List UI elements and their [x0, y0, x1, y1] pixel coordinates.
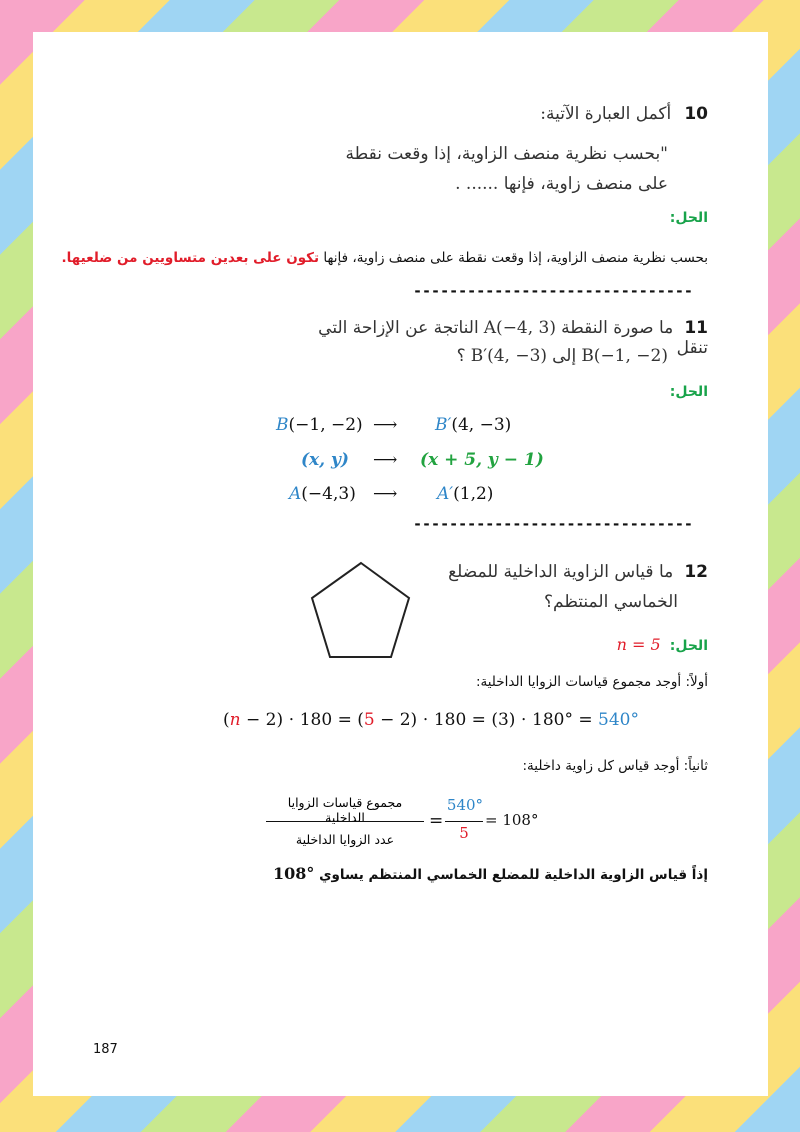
question-12-text: ما قياس الزاوية الداخلية للمضلع: [448, 562, 674, 582]
eq-result: 540°: [598, 710, 639, 730]
answer-10: [48, 250, 708, 266]
arrow: ⟶: [373, 415, 398, 435]
answer-10-highlight: تكون على بعدين متساويين من ضلعيها.: [61, 250, 320, 266]
answer-label: الحل:: [669, 638, 708, 654]
fraction-5: 5: [459, 824, 469, 842]
point-b-prime: B′(4, −3): [470, 346, 548, 366]
point-a: A(−4, 3): [483, 318, 557, 338]
letter: B: [276, 415, 289, 435]
conclusion-value: 108°: [273, 864, 315, 883]
word-to: إلى: [552, 346, 577, 366]
conclusion: [108, 864, 708, 883]
n-value: n = 5: [616, 635, 661, 654]
question-number: 12: [684, 562, 708, 582]
answer-label: الحل:: [669, 384, 708, 400]
question-10: [308, 104, 708, 124]
eq-part: (: [223, 710, 230, 730]
letter: B′: [435, 415, 452, 435]
result-108: = 108°: [485, 811, 539, 829]
mapping-rule-right: (x + 5, y − 1): [420, 450, 544, 470]
answer-label: الحل:: [669, 210, 708, 226]
quote-line-2: على منصف زاوية، فإنها ...... .: [455, 174, 668, 194]
answer-10-text: بحسب نظرية منصف الزاوية، إذا وقعت نقطة على منصف زاوية، فإنها: [319, 250, 708, 266]
arrow: ⟶: [373, 450, 398, 470]
coords: (−4,3): [301, 484, 356, 504]
letter: A: [289, 484, 302, 504]
equals-sign: =: [429, 811, 444, 831]
answer-12-header: [617, 635, 708, 654]
equation-sum-of-angles: [223, 710, 639, 730]
coords: (1,2): [453, 484, 494, 504]
fraction-bar: [266, 821, 424, 822]
question-11-text: ما صورة النقطة: [561, 318, 674, 338]
conclusion-text: إذاً قياس الزاوية الداخلية للمضلع الخماسي المنتظم يساوي: [319, 867, 708, 883]
question-prompt: أكمل العبارة الآتية:: [540, 104, 672, 124]
question-12-line-1: [408, 562, 708, 582]
question-11-line-2: [338, 346, 668, 366]
fraction-bar-2: [445, 821, 483, 822]
letter: A′: [437, 484, 454, 504]
regular-pentagon: [312, 563, 409, 657]
eq-part: − 2) ⋅ 180 = (: [240, 710, 364, 730]
mapping-row-1-left: [276, 415, 363, 435]
separator-2: -------------------------------: [413, 515, 693, 533]
question-mark: ؟: [456, 346, 466, 366]
mapping-rule-left: (x, y): [301, 450, 349, 470]
mapping-row-3-right: [437, 484, 493, 504]
fraction-numerator-text: مجموع قياسات الزوايا الداخلية: [287, 795, 403, 825]
step-2: ثانياً: أوجد قياس كل زاوية داخلية:: [522, 758, 708, 774]
mapping-row-1-right: [435, 415, 511, 435]
step-1: أولاً: أوجد مجموع قياسات الزوايا الداخلية:: [475, 674, 708, 690]
quote-line-1: "بحسب نظرية منصف الزاوية، إذا وقعت نقطة: [345, 144, 668, 164]
question-number: 11: [684, 318, 708, 338]
eq-part: − 2) ⋅ 180 = (3) ⋅ 180° =: [374, 710, 599, 730]
worksheet-page: [33, 32, 768, 1096]
pentagon-figure: [308, 559, 418, 665]
separator-1: -------------------------------: [413, 282, 693, 300]
point-b: B(−1, −2): [581, 346, 668, 366]
fraction-540: 540°: [446, 796, 484, 814]
eq-five: 5: [363, 710, 375, 730]
fraction-denominator-text: عدد الزوايا الداخلية: [295, 832, 395, 847]
question-11-rest: الناتجة عن الإزاحة التي تنقل: [318, 318, 708, 358]
mapping-row-3-left: [289, 484, 356, 504]
question-number: 10: [684, 104, 708, 124]
coords: (4, −3): [451, 415, 512, 435]
page-number: 187: [93, 1042, 118, 1057]
eq-n: n: [229, 710, 241, 730]
question-12-line-2: الخماسي المنتظم؟: [544, 592, 678, 612]
arrow: ⟶: [373, 484, 398, 504]
coords: (−1, −2): [288, 415, 363, 435]
